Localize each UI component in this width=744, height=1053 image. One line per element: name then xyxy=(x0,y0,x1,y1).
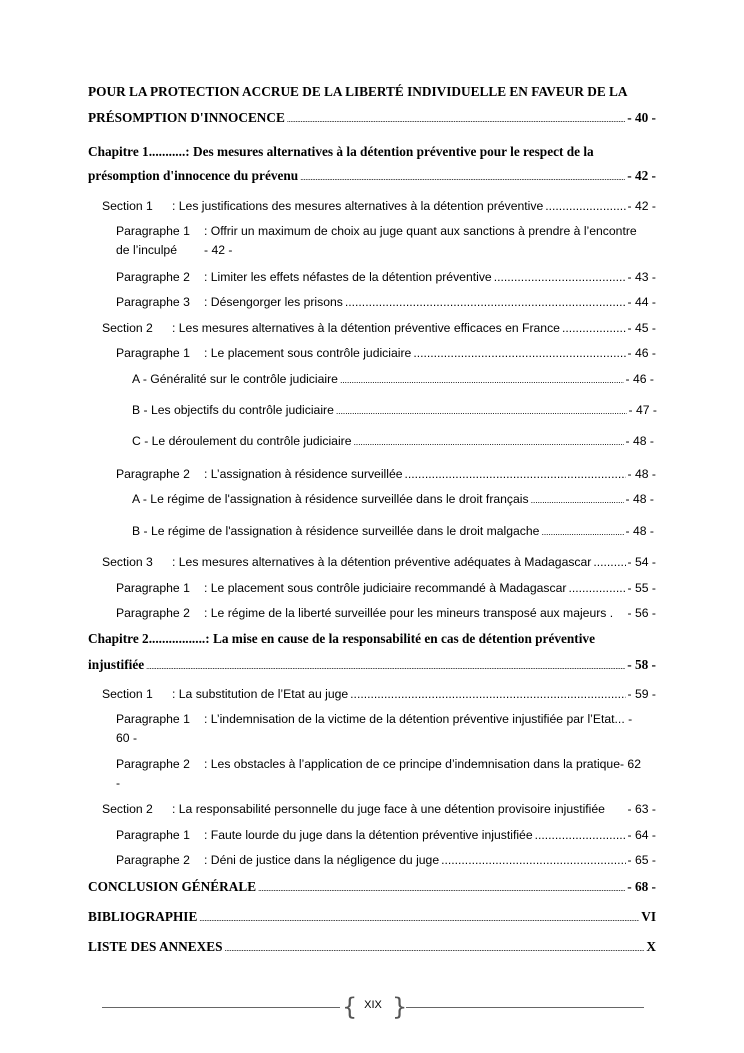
toc-entry-part[interactable] xyxy=(88,110,656,126)
toc-entry-bibliography[interactable] xyxy=(88,909,656,925)
dot-leader xyxy=(340,375,624,385)
conclusion-title: CONCLUSION GÉNÉRALE xyxy=(88,879,257,894)
dot-leader xyxy=(354,437,624,447)
page-number: - 48 - xyxy=(625,434,654,448)
paragraph-label: Paragraphe 2 xyxy=(116,606,190,620)
paragraph-title: : Le placement sous contrôle judiciaire xyxy=(204,346,412,360)
page-number: - 42 - xyxy=(204,243,233,257)
paragraph-label: Paragraphe 2 xyxy=(116,467,190,481)
dot-leader xyxy=(531,495,624,505)
footer-left-brace: { xyxy=(342,993,358,1021)
toc-entry-s1-paragraph-1[interactable] xyxy=(116,224,656,257)
toc-entry-c2s1-paragraph-2[interactable] xyxy=(116,757,656,790)
chapter-1-title-line2: présomption d'innocence du prévenu xyxy=(88,168,299,183)
page-footer xyxy=(102,993,644,1023)
section-title: : Les mesures alternatives à la détention préventive adéquates à Madagascar xyxy=(172,555,592,569)
subsection-title: A - Généralité sur le contrôle judiciaire xyxy=(132,372,338,386)
page-number: - 55 - xyxy=(627,581,656,595)
dot-leader xyxy=(336,406,627,416)
section-label: Section 3 xyxy=(102,555,153,569)
page-number: - 42 - xyxy=(627,168,656,183)
page-number: X xyxy=(646,939,656,954)
toc-entry-s2-paragraph-2[interactable] xyxy=(116,467,656,481)
paragraph-label: Paragraphe 2 xyxy=(116,757,190,771)
paragraph-label: Paragraphe 2 xyxy=(116,270,190,284)
toc-entry-s3-paragraph-2[interactable] xyxy=(116,606,656,620)
dot-leader xyxy=(535,828,626,842)
paragraph-title: : Le placement sous contrôle judiciaire recommandé à Madagascar xyxy=(204,581,567,595)
toc-entry-annexes[interactable] xyxy=(88,939,656,955)
dot-leader xyxy=(350,687,625,701)
part-title-line2: PRÉSOMPTION D'INNOCENCE xyxy=(88,110,285,125)
chapter-1-title[interactable]: Chapitre 1...........: Des mesures alternatives à la détention préventive pour le respect de la xyxy=(88,144,594,159)
toc-entry-s2p1-a[interactable] xyxy=(132,372,654,386)
dot-leader xyxy=(300,173,625,182)
toc-entry-section-2[interactable] xyxy=(102,321,656,335)
footer-rule-right xyxy=(406,1007,644,1008)
chapter-2-title[interactable]: Chapitre 2.................: La mise en cause de la responsabilité en cas de détention préventive xyxy=(88,631,595,646)
page-number: - 48 - xyxy=(627,467,656,481)
footer-right-brace: } xyxy=(392,993,408,1021)
paragraph-title: : L’assignation à résidence surveillée xyxy=(204,467,403,481)
section-title: : Les mesures alternatives à la détention préventive efficaces en France xyxy=(172,321,560,335)
toc-entry-c2-section-2[interactable] xyxy=(102,802,656,816)
dot-leader xyxy=(541,527,623,537)
page-number: - 59 - xyxy=(627,687,656,701)
paragraph-title-line2: - xyxy=(116,776,121,790)
toc-entry-s1-paragraph-3[interactable] xyxy=(116,295,656,309)
page-number: - 40 - xyxy=(627,110,656,125)
chapter-2-title-line2: injustifiée xyxy=(88,657,145,672)
dot-leader xyxy=(562,321,626,335)
section-label: Section 1 xyxy=(102,687,153,701)
paragraph-title: : Limiter les effets néfastes de la détention préventive xyxy=(204,270,492,284)
page-number: - 42 - xyxy=(627,199,656,213)
paragraph-label: Paragraphe 2 xyxy=(116,853,190,867)
section-label: Section 1 xyxy=(102,199,153,213)
subsection-title: C - Le déroulement du contrôle judiciaire xyxy=(132,434,352,448)
toc-entry-s2p2-b[interactable] xyxy=(132,524,654,538)
paragraph-title: : Faute lourde du juge dans la détention préventive injustifiée xyxy=(204,828,533,842)
subsection-title: B - Le régime de l'assignation à résidence surveillée dans le droit malgache xyxy=(132,524,540,538)
toc-entry-c2s2-paragraph-2[interactable] xyxy=(116,853,656,867)
toc-entry-conclusion[interactable] xyxy=(88,879,656,895)
dot-leader xyxy=(593,555,625,569)
page-number: - 48 - xyxy=(625,524,654,538)
page-number: - 54 - xyxy=(627,555,656,569)
page-number: - 45 - xyxy=(627,321,656,335)
page-number: - 68 - xyxy=(627,879,656,894)
page-number: - 58 - xyxy=(627,657,656,672)
toc-entry-c2s2-paragraph-1[interactable] xyxy=(116,828,656,842)
toc-entry-chapter-1[interactable] xyxy=(88,168,656,184)
page-number: - 63 - xyxy=(627,802,656,816)
page-number: VI xyxy=(641,909,656,924)
dot-leader xyxy=(258,884,625,893)
annexes-title: LISTE DES ANNEXES xyxy=(88,939,223,954)
paragraph-title: : Désengorger les prisons xyxy=(204,295,343,309)
page-number: - 43 - xyxy=(627,270,656,284)
toc-entry-section-1[interactable] xyxy=(102,199,656,213)
dot-leader xyxy=(545,199,625,213)
toc-entry-s2-paragraph-1[interactable] xyxy=(116,346,656,360)
toc-entry-chapter-2[interactable] xyxy=(88,657,656,673)
dot-leader xyxy=(146,662,625,671)
bibliography-title: BIBLIOGRAPHIE xyxy=(88,909,198,924)
toc-entry-section-3[interactable] xyxy=(102,555,656,569)
paragraph-title: : Offrir un maximum de choix au juge quant aux sanctions à prendre à l’encontre xyxy=(204,224,637,238)
paragraph-title: : Les obstacles à l’application de ce principe d’indemnisation dans la pratique- 62 xyxy=(204,757,641,771)
section-title: : La responsabilité personnelle du juge face à une détention provisoire injustifiée xyxy=(172,802,605,816)
section-title: : La substitution de l’Etat au juge xyxy=(172,687,349,701)
dot-leader xyxy=(494,270,626,284)
page-number: - 64 - xyxy=(627,828,656,842)
section-label: Section 2 xyxy=(102,802,153,816)
toc-entry-c2-section-1[interactable] xyxy=(102,687,656,701)
section-title: : Les justifications des mesures alternatives à la détention préventive xyxy=(172,199,544,213)
page-number: - 46 - xyxy=(625,372,654,386)
page-number: - 47 - xyxy=(628,403,657,417)
paragraph-title-line2: de l’inculpé xyxy=(116,243,177,257)
part-title-line1: POUR LA PROTECTION ACCRUE DE LA LIBERTÉ INDIVIDUELLE EN FAVEUR DE LA xyxy=(88,84,628,99)
toc-entry-s2p1-c[interactable] xyxy=(132,434,654,448)
paragraph-title-line2: 60 - xyxy=(116,731,138,745)
paragraph-label: Paragraphe 1 xyxy=(116,224,190,238)
dot-leader xyxy=(413,346,625,360)
dot-leader xyxy=(345,295,626,309)
section-label: Section 2 xyxy=(102,321,153,335)
paragraph-title: : L’indemnisation de la victime de la détention préventive injustifiée par l’Etat... - xyxy=(204,712,633,726)
paragraph-label: Paragraphe 3 xyxy=(116,295,190,309)
footer-rule-left xyxy=(102,1007,340,1008)
paragraph-label: Paragraphe 1 xyxy=(116,581,190,595)
paragraph-title: : Le régime de la liberté surveillée pour les mineurs transposé aux majeurs . xyxy=(204,606,614,620)
paragraph-title: : Déni de justice dans la négligence du juge xyxy=(204,853,440,867)
subsection-title: B - Les objectifs du contrôle judiciaire xyxy=(132,403,334,417)
footer-page-number: XIX xyxy=(364,999,382,1011)
page-number: - 48 - xyxy=(625,492,654,506)
toc-entry-s3-paragraph-1[interactable] xyxy=(116,581,656,595)
dot-leader xyxy=(225,944,645,953)
subsection-title: A - Le régime de l'assignation à résidence surveillée dans le droit français xyxy=(132,492,529,506)
dot-leader xyxy=(441,853,625,867)
toc-entry-c2s1-paragraph-1[interactable] xyxy=(116,712,656,745)
page-number: - 65 - xyxy=(627,853,656,867)
dot-leader xyxy=(287,115,625,124)
dot-leader xyxy=(568,581,625,595)
dot-leader xyxy=(405,467,626,481)
paragraph-label: Paragraphe 1 xyxy=(116,712,190,726)
dot-leader xyxy=(199,914,639,923)
page-number: - 56 - xyxy=(627,606,656,620)
page-number: - 44 - xyxy=(627,295,656,309)
paragraph-label: Paragraphe 1 xyxy=(116,346,190,360)
toc-entry-s2p1-b[interactable] xyxy=(132,403,657,417)
toc-entry-s2p2-a[interactable] xyxy=(132,492,654,506)
page-number: - 46 - xyxy=(627,346,656,360)
paragraph-label: Paragraphe 1 xyxy=(116,828,190,842)
toc-entry-s1-paragraph-2[interactable] xyxy=(116,270,656,284)
